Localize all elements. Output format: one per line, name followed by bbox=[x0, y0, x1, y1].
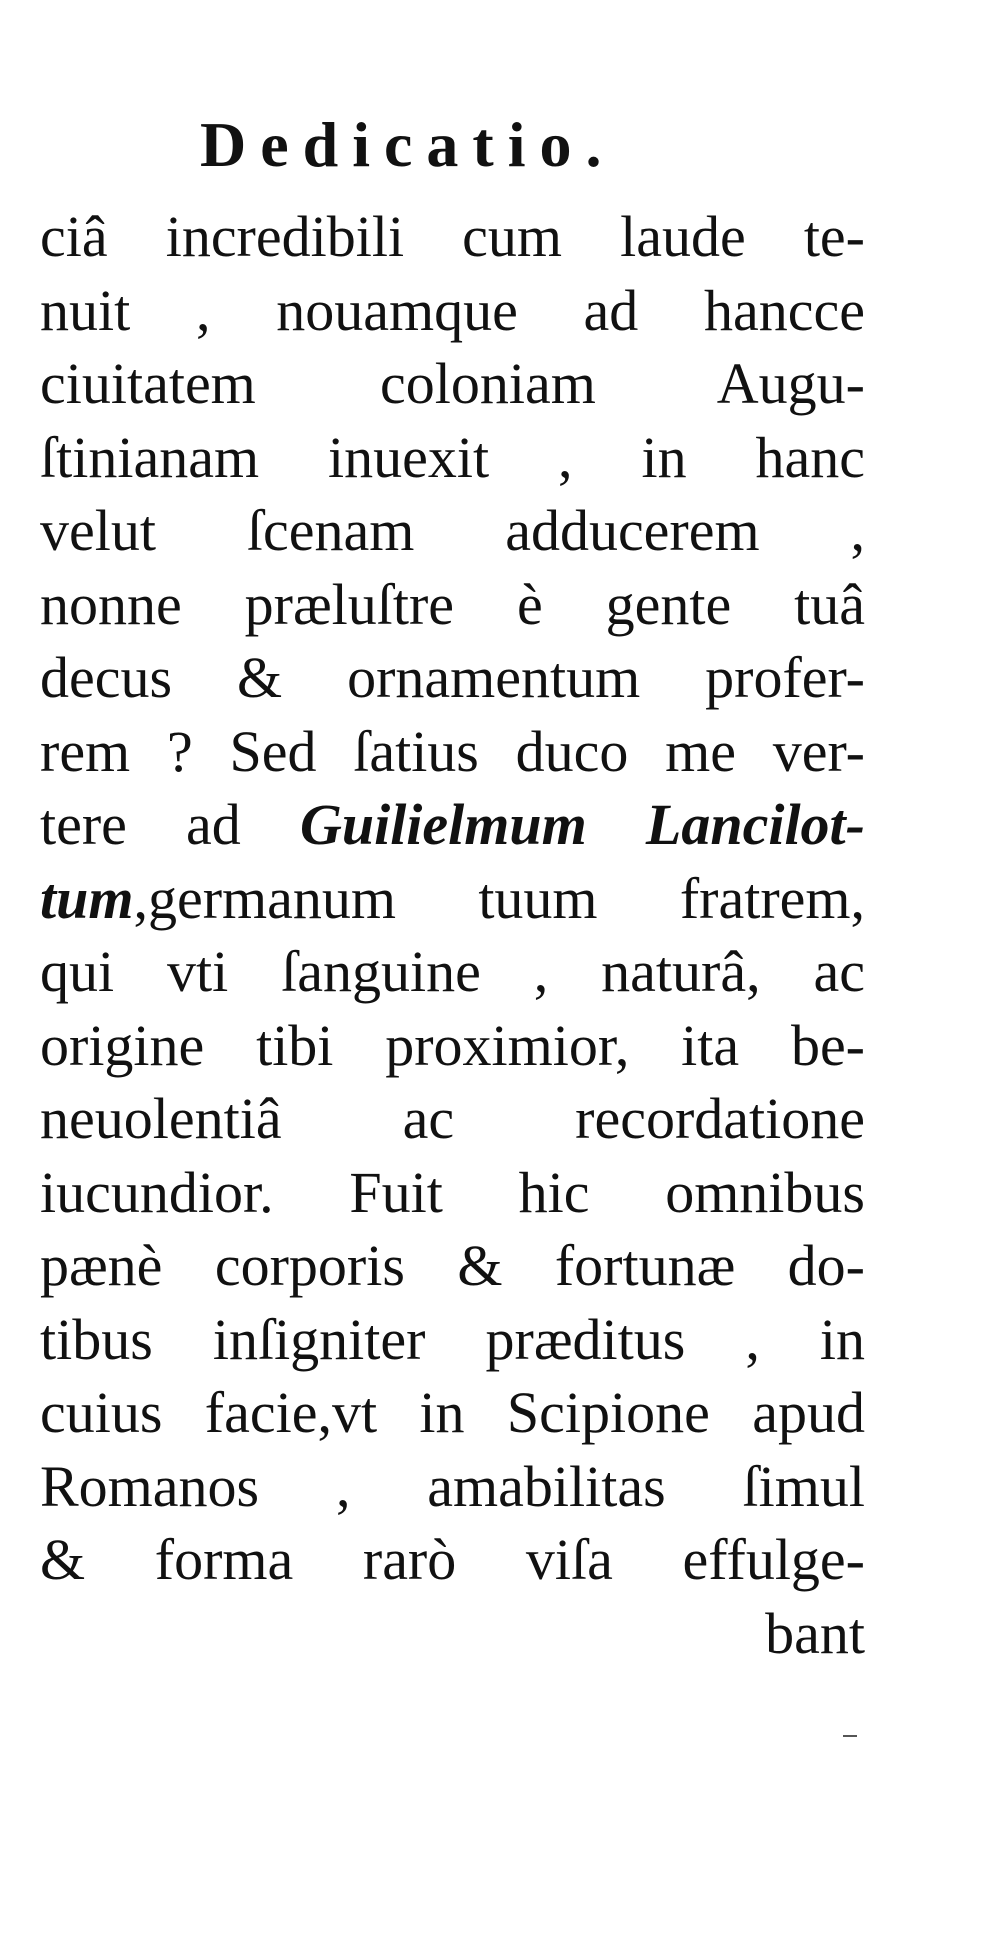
text-line: iucundior. Fuit hic omnibus bbox=[40, 1159, 865, 1225]
print-mark bbox=[843, 1735, 857, 1737]
text-line: neuolentiâ ac recordatione bbox=[40, 1086, 865, 1151]
text-line: ciâ incredibili cum laude te- bbox=[40, 204, 865, 269]
text-line: origine tibi proximior, ita be- bbox=[40, 1012, 865, 1078]
italic-name: tum bbox=[40, 865, 134, 931]
italic-name: Guilielmum Lancilot- bbox=[299, 792, 865, 857]
catchword: bant bbox=[765, 1600, 865, 1666]
body-text bbox=[40, 200, 865, 1670]
text-line: & forma rarò viſa effulge- bbox=[40, 1527, 865, 1592]
text-line: tum,germanum tuum fratrem, bbox=[40, 865, 865, 931]
text-line: qui vti ſanguine , naturâ, ac bbox=[40, 939, 865, 1004]
text-line: tere ad Guilielmum Lancilot- bbox=[40, 792, 865, 857]
text-line: ſtinianam inuexit , in hanc bbox=[40, 424, 865, 490]
text-line: Romanos , amabilitas ſimul bbox=[40, 1453, 865, 1519]
text-line: rem ? Sed ſatius duco me ver- bbox=[40, 718, 865, 784]
text-line: nuit , nouamque ad hancce bbox=[40, 277, 865, 343]
running-head: Dedicatio. bbox=[200, 109, 616, 180]
text-line: nonne præluſtre è gente tuâ bbox=[40, 571, 865, 637]
text-line: pænè corporis & fortunæ do- bbox=[40, 1233, 865, 1298]
text-line: cuius facie,vt in Scipione apud bbox=[40, 1380, 865, 1445]
text-line: velut ſcenam adducerem , bbox=[40, 498, 865, 563]
text-line: ciuitatem coloniam Augu- bbox=[40, 351, 865, 416]
text-line: tibus inſigniter præditus , in bbox=[40, 1306, 865, 1372]
text-line: decus & ornamentum profer- bbox=[40, 645, 865, 710]
